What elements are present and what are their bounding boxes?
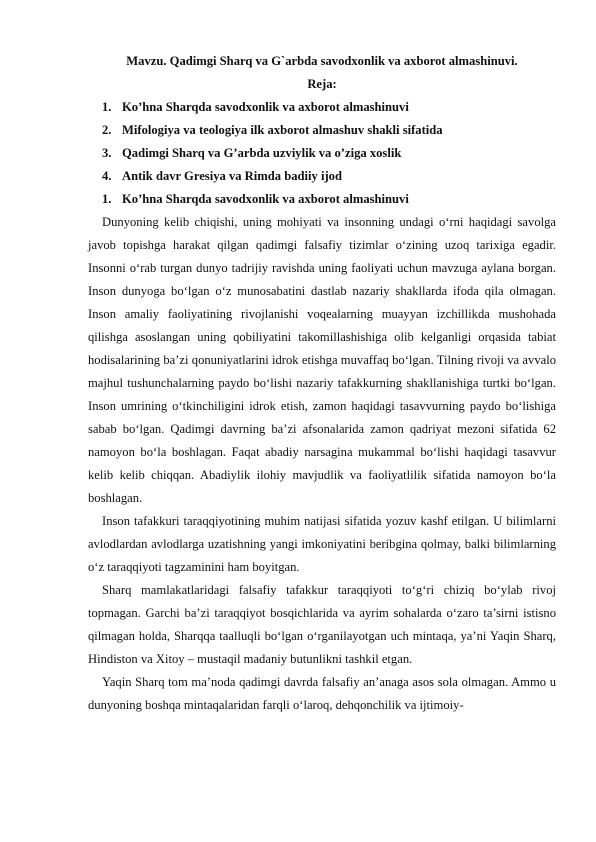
body-paragraph: Sharq mamlakatlaridagi falsafiy tafakkur taraqqiyoti to‘g‘ri chiziq bo‘ylab rivoj topmagan. Garchi ba’zi taraqqiyot bosqichlarida va ayrim sohalarda o‘zaro ta’sirni istisno qilmagan holda, Sharqqa taalluqli bo‘lgan o‘rganilayotgan uch mintaqa, ya’ni Yaqin Sharq, Hindiston va Xitoy – mustaqil madaniy butunlikni tashkil etgan. [88, 583, 556, 666]
body-paragraph: Inson tafakkuri taraqqiyotining muhim natijasi sifatida yozuv kashf etilgan. U bilimlarni avlodlardan avlodlarga uzatishning yangi imkoniyatini beribgina qolmay, balki bilimlarning o‘z taraqqiyoti tagzaminini ham boyitgan. [88, 514, 556, 574]
plan-item [88, 119, 556, 142]
document-page [88, 50, 556, 717]
plan-heading: Reja: [307, 77, 337, 91]
body-paragraph: Yaqin Sharq tom ma’noda qadimgi davrda falsafiy an’anaga asos sola olmagan. Ammo u dunyoning boshqa mintaqalaridan farqli o‘laroq, dehqonchilik va ijtimoiy- [88, 675, 556, 712]
plan-list [88, 96, 556, 188]
plan-item [88, 96, 556, 119]
document-title: Mavzu. Qadimgi Sharq va G`arbda savodxonlik va axborot almashinuvi. [126, 54, 518, 68]
plan-item-number: 2. [102, 123, 112, 137]
plan-item-number: 4. [102, 169, 112, 183]
plan-item-text: Mifologiya va teologiya ilk axborot almashuv shakli sifatida [122, 123, 443, 137]
plan-item-number: 3. [102, 146, 112, 160]
section-heading [88, 188, 556, 211]
body-paragraph: Dunyoning kelib chiqishi, uning mohiyati va insonning undagi o‘rni haqidagi savolga javob topishga harakat qilgan qadimgi falsafiy tizimlar o‘zining uzoq tarixiga egadir. Insonni o‘rab turgan dunyo tadrijiy ravishda uning faoliyati uchun mavzuga aylana borgan. Inson dunyoga bo‘lgan o‘z munosabatini dastlab nazariy shakllarda ifoda qila olmagan. Inson amaliy faoliyatining rivojlanishi voqealarning muayyan izchillikda mushohada qilishga asoslangan uning qobiliyatini takomillashishiga olib kelganligi orqasida tabiat hodisalarining ba’zi qonuniyatlarini idrok etishga muvaffaq bo‘lgan. Tilning rivoji va avvalo majhul tushunchalarning paydo bo‘lishi nazariy tafakkurning shakllanishiga turtki bo‘lgan. Inson umrining o‘tkinchiligini idrok etish, zamon haqidagi tasavvurning paydo bo‘lishiga sabab bo‘lgan. Qadimgi davrning ba’zi afsonalarida zamon qadriyat mezoni sifatida 62 namoyon bo‘la boshlagan. Faqat abadiy narsagina mukammal bo‘lishi haqidagi tasavvur kelib kelib chiqqan. Abadiylik ilohiy mavjudlik va faoliyatlilik sifatida namoyon bo‘la boshlagan. [88, 215, 556, 505]
plan-item-number: 1. [102, 100, 112, 114]
plan-item [88, 165, 556, 188]
section-heading-text: Ko’hna Sharqda savodxonlik va axborot almashinuvi [122, 192, 409, 206]
plan-item-text: Antik davr Gresiya va Rimda badiiy ijod [122, 169, 342, 183]
section-heading-number: 1. [102, 192, 112, 206]
plan-item [88, 142, 556, 165]
plan-item-text: Ko’hna Sharqda savodxonlik va axborot almashinuvi [122, 100, 409, 114]
plan-item-text: Qadimgi Sharq va G’arbda uzviylik va o’ziga xoslik [122, 146, 402, 160]
